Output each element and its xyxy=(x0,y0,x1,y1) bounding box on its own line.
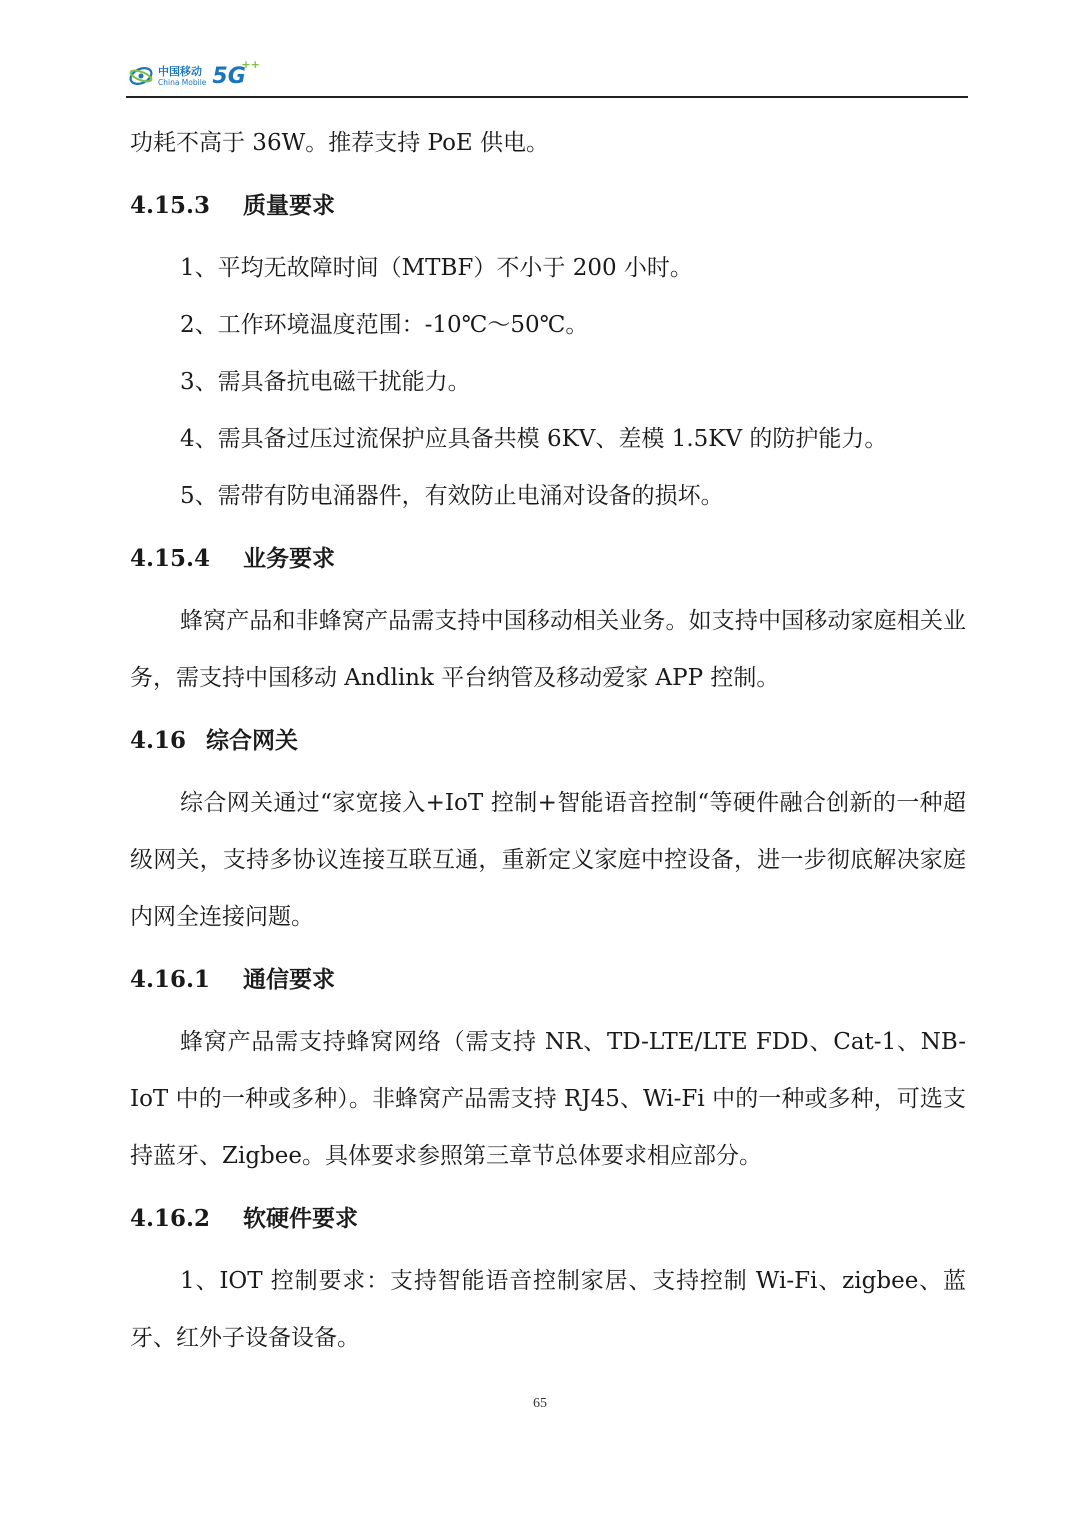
section-title: 综合网关 xyxy=(206,727,298,754)
paragraph: 蜂窝产品和非蜂窝产品需支持中国移动相关业务。如支持中国移动家庭相关业务，需支持中国移动 Andlink 平台纳管及移动爱家 APP 控制。 xyxy=(130,608,966,691)
section-heading xyxy=(130,946,966,1014)
section-number: 4.15.3 xyxy=(130,192,211,219)
paragraph: 2、工作环境温度范围：-10℃～50℃。 xyxy=(180,312,589,338)
paragraph: 4、需具备过压过流保护应具备共模 6KV、差模 1.5KV 的防护能力。 xyxy=(180,426,888,452)
logo-5g-text: 5G xyxy=(212,63,246,89)
page-number: 65 xyxy=(533,1396,547,1411)
paragraph: 5、需带有防电涌器件，有效防止电涌对设备的损坏。 xyxy=(180,483,724,509)
section-number: 4.16.2 xyxy=(130,1205,211,1232)
section-number: 4.16 xyxy=(130,727,187,754)
paragraph: 功耗不高于 36W。推荐支持 PoE 供电。 xyxy=(130,130,550,156)
logo-plus: ++ xyxy=(241,57,260,71)
logo-en: China Mobile xyxy=(158,77,207,87)
logo-cn: 中国移动 xyxy=(158,64,202,78)
logo-5g xyxy=(212,57,260,89)
section-heading xyxy=(130,707,966,775)
china-mobile-logo xyxy=(128,57,260,92)
section-title: 通信要求 xyxy=(243,966,335,993)
paragraph: 1、IOT 控制要求：支持智能语音控制家居、支持控制 Wi-Fi、zigbee、蓝牙、红外子设备设备。 xyxy=(130,1268,966,1351)
section-number: 4.15.4 xyxy=(130,545,211,572)
section-title: 业务要求 xyxy=(243,545,335,572)
document-body xyxy=(130,115,966,1367)
section-heading xyxy=(130,172,966,240)
section-heading xyxy=(130,525,966,593)
logo-text xyxy=(158,66,206,87)
paragraph: 综合网关通过“家宽接入+IoT 控制+智能语音控制“等硬件融合创新的一种超级网关，支持多协议连接互联互通，重新定义家庭中控设备，进一步彻底解决家庭内网全连接问题。 xyxy=(130,790,966,930)
china-mobile-swirl-icon xyxy=(128,63,154,89)
section-heading xyxy=(130,1185,966,1253)
section-title: 软硬件要求 xyxy=(243,1205,358,1232)
paragraph: 1、平均无故障时间（MTBF）不小于 200 小时。 xyxy=(180,255,693,281)
section-title: 质量要求 xyxy=(243,192,335,219)
paragraph: 蜂窝产品需支持蜂窝网络（需支持 NR、TD-LTE/LTE FDD、Cat-1、NB-IoT 中的一种或多种）。非蜂窝产品需支持 RJ45、Wi-Fi 中的一种或多种，可选支持蓝牙、Zigbee。具体要求参照第三章节总体要求相应部分。 xyxy=(130,1029,966,1169)
section-number: 4.16.1 xyxy=(130,966,211,993)
paragraph: 3、需具备抗电磁干扰能力。 xyxy=(180,369,471,395)
page-header xyxy=(126,58,968,98)
